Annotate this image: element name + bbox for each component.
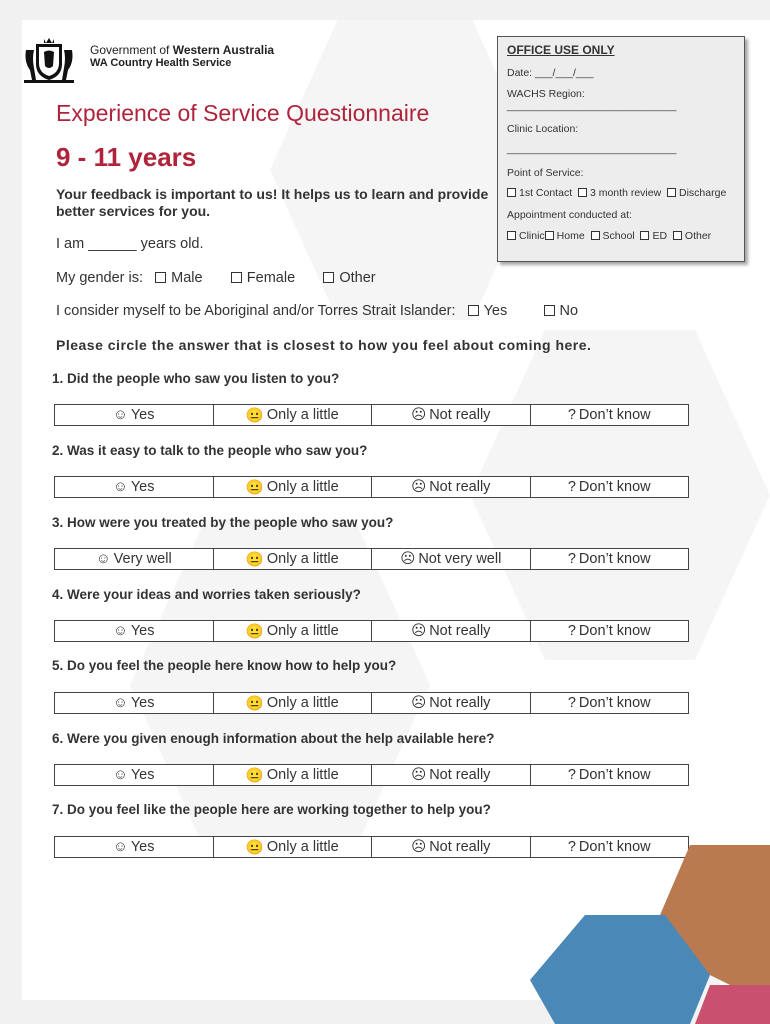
appt-other[interactable]: Other [673, 230, 711, 242]
office-date[interactable]: Date: ___/___/___ [507, 67, 594, 79]
frown-icon: ☹ [411, 695, 427, 711]
answer-option[interactable]: ☹ Not really [372, 621, 531, 641]
aboriginal-option-yes[interactable]: Yes [468, 303, 508, 319]
answer-option[interactable]: ☹ Not really [372, 477, 531, 497]
answer-option[interactable]: ? Don’t know [567, 767, 651, 783]
checkbox-icon[interactable] [155, 272, 166, 283]
question-2: 2. Was it easy to talk to the people who saw you? [52, 443, 368, 458]
checkbox-icon[interactable] [544, 305, 555, 316]
question-7: 7. Do you feel like the people here are working together to help you? [52, 802, 491, 817]
gender-row [56, 270, 376, 286]
answer-option[interactable]: ☹ Not really [372, 765, 531, 785]
answer-option[interactable]: 😐 Only a little [214, 765, 373, 785]
checkbox-icon[interactable] [468, 305, 479, 316]
checkbox-icon[interactable] [578, 188, 587, 197]
frown-icon: ☹ [400, 551, 416, 567]
neutral-face-icon: 😐 [245, 839, 264, 856]
question-5: 5. Do you feel the people here know how to help you? [52, 658, 397, 673]
appointment-options [507, 230, 711, 242]
neutral-face-icon: 😐 [245, 407, 264, 424]
answer-option[interactable]: 😐 Only a little [214, 837, 373, 857]
answer-option[interactable]: ☺ Yes [55, 477, 214, 497]
appointment-label: Appointment conducted at: [507, 209, 632, 221]
gender-option-other[interactable]: Other [323, 270, 375, 286]
question-icon: ? [567, 839, 576, 855]
point-of-service-options [507, 187, 726, 199]
office-use-title: OFFICE USE ONLY [507, 43, 615, 57]
frown-icon: ☹ [411, 623, 427, 639]
answer-option[interactable]: ? Don’t know [567, 551, 651, 567]
checkbox-icon[interactable] [545, 231, 554, 240]
instruction-text: Please circle the answer that is closest to how you feel about coming here. [56, 337, 592, 353]
answer-option[interactable]: 😐 Only a little [214, 621, 373, 641]
answer-row-4 [54, 620, 689, 642]
answer-row-2 [54, 476, 689, 498]
checkbox-icon[interactable] [673, 231, 682, 240]
government-name: Government of Western Australia [90, 43, 275, 57]
gender-option-female[interactable]: Female [231, 270, 295, 286]
gender-label: My gender is: [56, 270, 144, 286]
answer-option[interactable]: ☺ Yes [55, 693, 214, 713]
question-6: 6. Were you given enough information about the help available here? [52, 731, 495, 746]
office-region-label: WACHS Region: [507, 88, 585, 100]
answer-option[interactable]: ? Don’t know [567, 407, 651, 423]
smiley-icon: ☺ [113, 695, 128, 711]
age-field[interactable]: I am ______ years old. [56, 236, 204, 252]
frown-icon: ☹ [411, 839, 427, 855]
page-title: Experience of Service Questionnaire [56, 100, 430, 126]
question-icon: ? [567, 623, 576, 639]
question-3: 3. How were you treated by the people who saw you? [52, 515, 394, 530]
answer-row-3 [54, 548, 689, 570]
pos-3-month-review[interactable]: 3 month review [578, 187, 661, 199]
frown-icon: ☹ [411, 479, 427, 495]
smiley-icon: ☺ [95, 551, 111, 567]
answer-option[interactable]: ? Don’t know [567, 695, 651, 711]
checkbox-icon[interactable] [323, 272, 334, 283]
health-service-name: WA Country Health Service [90, 57, 232, 69]
neutral-face-icon: 😐 [245, 767, 264, 784]
decorative-hexagons [420, 845, 770, 1024]
pos-first-contact[interactable]: 1st Contact [507, 187, 572, 199]
pos-discharge[interactable]: Discharge [667, 187, 726, 199]
answer-option[interactable]: 😐 Only a little [214, 477, 373, 497]
question-icon: ? [567, 479, 576, 495]
answer-option[interactable]: ☹ Not very well [372, 549, 531, 569]
smiley-icon: ☺ [113, 623, 128, 639]
checkbox-icon[interactable] [591, 231, 600, 240]
frown-icon: ☹ [411, 767, 427, 783]
neutral-face-icon: 😐 [245, 479, 264, 496]
answer-option[interactable]: 😐 Only a little [214, 549, 373, 569]
office-clinic-field[interactable]: _____________________________ [507, 143, 677, 155]
point-of-service-label: Point of Service: [507, 167, 584, 179]
wa-crest-logo [22, 36, 76, 84]
question-icon: ? [567, 407, 576, 423]
smiley-icon: ☺ [113, 407, 128, 423]
question-icon: ? [567, 695, 576, 711]
answer-option[interactable]: ☺ Very well [55, 549, 214, 569]
neutral-face-icon: 😐 [245, 623, 264, 640]
question-icon: ? [567, 767, 576, 783]
neutral-face-icon: 😐 [245, 695, 264, 712]
appt-home[interactable]: Home [545, 230, 585, 242]
answer-option[interactable]: ☹ Not really [372, 405, 531, 425]
answer-option[interactable]: ☺ Yes [55, 765, 214, 785]
answer-option[interactable]: ? Don’t know [567, 623, 651, 639]
aboriginal-label: I consider myself to be Aboriginal and/or Torres Strait Islander: [56, 303, 456, 319]
neutral-face-icon: 😐 [245, 551, 264, 568]
answer-row-6 [54, 764, 689, 786]
office-use-box [497, 36, 745, 262]
question-4: 4. Were your ideas and worries taken seriously? [52, 587, 361, 602]
checkbox-icon[interactable] [667, 188, 676, 197]
answer-option[interactable]: ☺ Yes [55, 621, 214, 641]
answer-option[interactable]: ☺ Yes [55, 837, 214, 857]
checkbox-icon[interactable] [507, 231, 516, 240]
office-region-field[interactable]: _____________________________ [507, 100, 677, 112]
smiley-icon: ☺ [113, 479, 128, 495]
checkbox-icon[interactable] [231, 272, 242, 283]
answer-option[interactable]: 😐 Only a little [214, 693, 373, 713]
feedback-text: Your feedback is important to us! It helps us to learn and provide better services for you. [56, 186, 489, 219]
aboriginal-option-no[interactable]: No [544, 303, 579, 319]
aboriginal-row [56, 303, 578, 319]
office-clinic-label: Clinic Location: [507, 123, 579, 135]
appt-school[interactable]: School [591, 230, 635, 242]
age-range-title: 9 - 11 years [56, 142, 197, 172]
checkbox-icon[interactable] [640, 231, 649, 240]
answer-option[interactable]: 😐 Only a little [214, 405, 373, 425]
answer-option[interactable]: ? Don’t know [567, 839, 651, 855]
appt-ed[interactable]: ED [640, 230, 667, 242]
smiley-icon: ☺ [113, 839, 128, 855]
answer-option[interactable]: ☺ Yes [55, 405, 214, 425]
smiley-icon: ☺ [113, 767, 128, 783]
gender-option-male[interactable]: Male [155, 270, 202, 286]
checkbox-icon[interactable] [507, 188, 516, 197]
answer-option[interactable]: ☹ Not really [372, 837, 531, 857]
answer-option[interactable]: ☹ Not really [372, 693, 531, 713]
question-1: 1. Did the people who saw you listen to you? [52, 371, 340, 386]
frown-icon: ☹ [411, 407, 427, 423]
answer-row-5 [54, 692, 689, 714]
appt-clinic[interactable]: Clinic [507, 230, 545, 242]
question-icon: ? [567, 551, 576, 567]
answer-option[interactable]: ? Don’t know [567, 479, 651, 495]
answer-row-1 [54, 404, 689, 426]
